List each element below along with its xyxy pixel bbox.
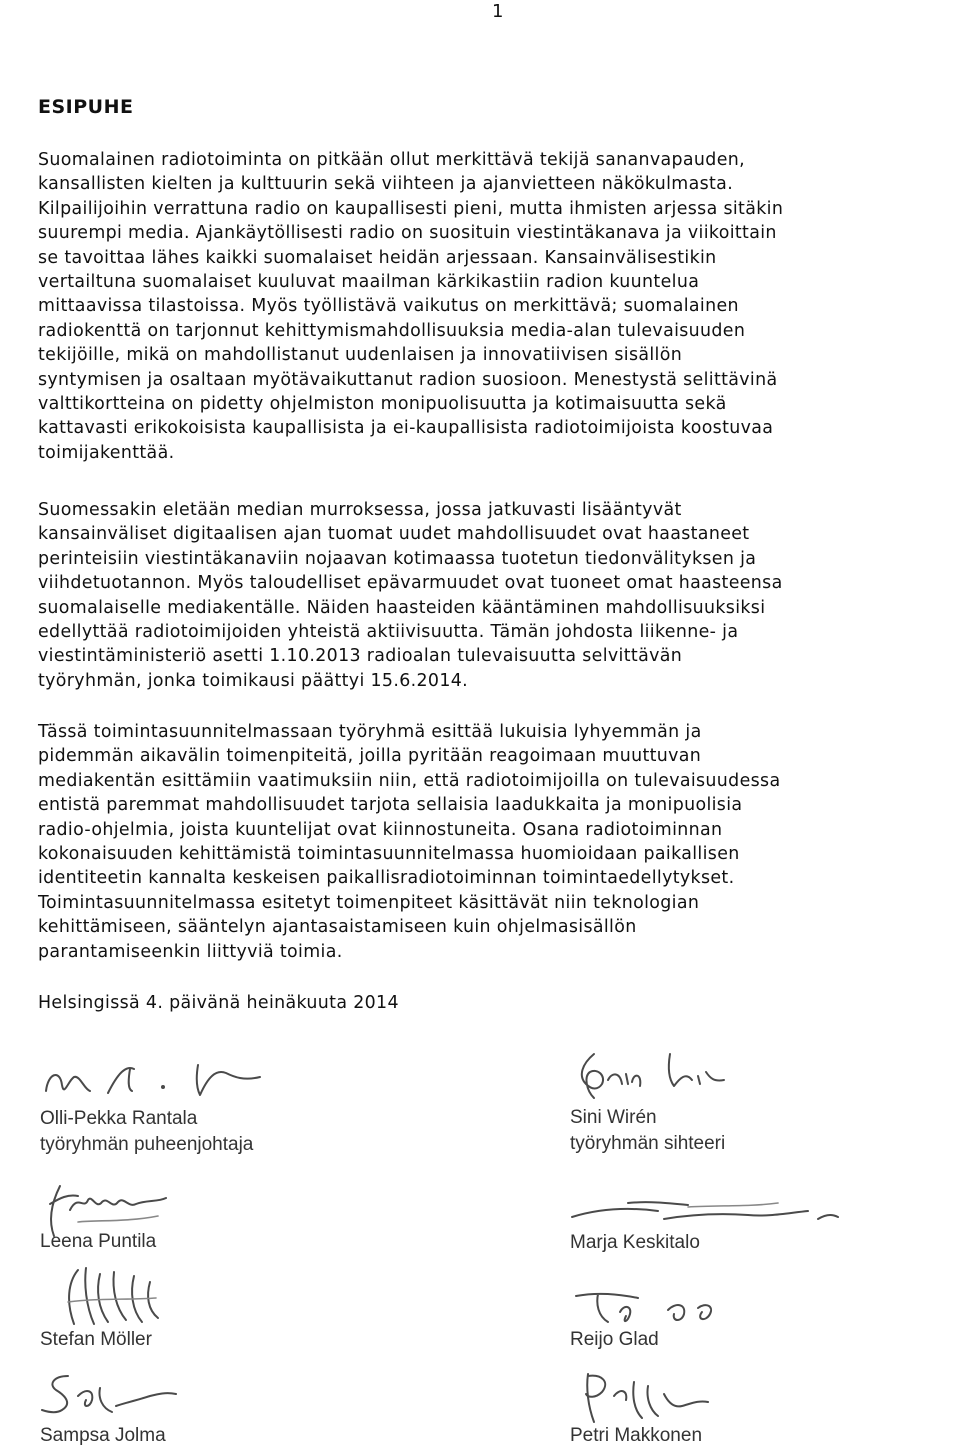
signature-petri-makkonen	[568, 1366, 948, 1452]
signature-leena-puntila	[38, 1180, 418, 1260]
handwritten-signature-icon	[568, 1050, 818, 1105]
signature-sampsa-jolma	[38, 1366, 418, 1452]
handwritten-signature-icon	[38, 1262, 238, 1332]
handwritten-signature-icon	[568, 1195, 868, 1235]
handwritten-signature-icon	[38, 1366, 238, 1426]
signatory-name: Marja Keskitalo	[570, 1232, 700, 1253]
signature-olli-pekka-rantala	[38, 1055, 418, 1165]
signatory-name: Sampsa Jolma	[40, 1425, 166, 1446]
handwritten-signature-icon	[568, 1366, 768, 1426]
signatory-role: työryhmän puheenjohtaja	[40, 1134, 254, 1155]
handwritten-signature-icon	[568, 1282, 768, 1332]
handwritten-signature-icon	[38, 1055, 288, 1105]
paragraph-action-plan: Tässä toimintasuunnitelmassaan työryhmä esittää lukuisia lyhyemmän ja pidemmän aikavälin toimenpiteitä, joilla pyritään reagoimaan muuttuvan mediakentän esittämiin vaatimuksiin niin, että radiotoimijoilla on tulevaisuudessa entistä paremmat mahdollisuudet tarjota sellaisia laadukkaita ja monipuolisia radio-ohjelmia, joista kuuntelijat ovat kiinnostuneita. Osana radiotoiminnan kokonaisuuden kehittämistä toimintasuunnitelmassa huomioidaan paikallisen identiteetin kannalta keskeisen paikallisradiotoiminnan toimintaedellytykset. Toimintasuunnitelmassa esitetyt toimenpiteet käsittävät niin teknologian kehittämiseen, sääntelyn ajantasaistamiseen kuin ohjelmasisällön parantamiseenkin liittyviä toimia.	[38, 722, 781, 962]
signatory-name: Petri Makkonen	[570, 1425, 703, 1446]
page-heading: ESIPUHE	[38, 96, 134, 118]
signature-sini-wiren	[568, 1050, 948, 1160]
signature-marja-keskitalo	[568, 1195, 948, 1265]
signature-reijo-glad	[568, 1282, 948, 1362]
signatory-name: Leena Puntila	[40, 1231, 157, 1252]
page-number: 1	[492, 1, 504, 22]
signatory-name: Stefan Möller	[40, 1329, 152, 1350]
paragraph-intro: Suomalainen radiotoiminta on pitkään ollut merkittävä tekijä sananvapauden, kansallisten kielten ja kulttuurin sekä viihteen ja ajanvietteen näkökulmasta. Kilpailijoihin verrattuna radio on kaupallisesti pieni, mutta ihmisten arjessa sitäkin suurempi media. Ajankäytöllisesti radio on suosituin viestintäkanava ja viikoittain se tavoittaa lähes kaikki suomalaiset heidän arjessaan. Kansainvälisestikin vertailtuna suomalaiset kuuluvat maailman kärkikastiin radion kuuntelua mittaavissa tilastoissa. Myös työllistävä vaikutus on merkittävä; suomalainen radiokenttä on tarjonnut kehittymismahdollisuuksia media-alan tulevaisuuden tekijöille, mikä on mahdollistanut uudenlaisen ja innovatiivisen sisällön syntymisen ja osaltaan myötävaikuttanut radion suosioon. Menestystä selittävinä valttikortteina on pidetty ohjelmiston monipuolisuutta ja kotimaisuutta sekä kattavasti erikokoisista kaupallisista ja ei-kaupallisista radiotoimijoista koostuvaa toimijakenttää.	[38, 150, 784, 463]
place-date: Helsingissä 4. päivänä heinäkuuta 2014	[38, 993, 399, 1013]
signatory-name: Sini Wirén	[570, 1107, 657, 1128]
paragraph-media-transition: Suomessakin eletään median murroksessa, jossa jatkuvasti lisääntyvät kansainväliset digitaalisen ajan tuomat uudet mahdollisuudet ovat haastaneet perinteisiin viestintäkanaviin nojaavan kotimaassa tuotetun tiedonvälityksen ja viihdetuotannon. Myös taloudelliset epävarmuudet ovat tuoneet omat haasteensa suomalaiselle mediakentälle. Näiden haasteiden kääntäminen mahdollisuuksiksi edellyttää radiotoimijoiden yhteistä aktiivisuutta. Tämän johdosta liikenne- ja viestintäministeriö asetti 1.10.2013 radioalan tulevaisuutta selvittävän työryhmän, jonka toimikausi päättyi 15.6.2014.	[38, 500, 783, 691]
signatory-name: Olli-Pekka Rantala	[40, 1108, 198, 1129]
signature-stefan-moller	[38, 1262, 418, 1362]
signatory-name: Reijo Glad	[570, 1329, 659, 1350]
signatory-role: työryhmän sihteeri	[570, 1133, 726, 1154]
